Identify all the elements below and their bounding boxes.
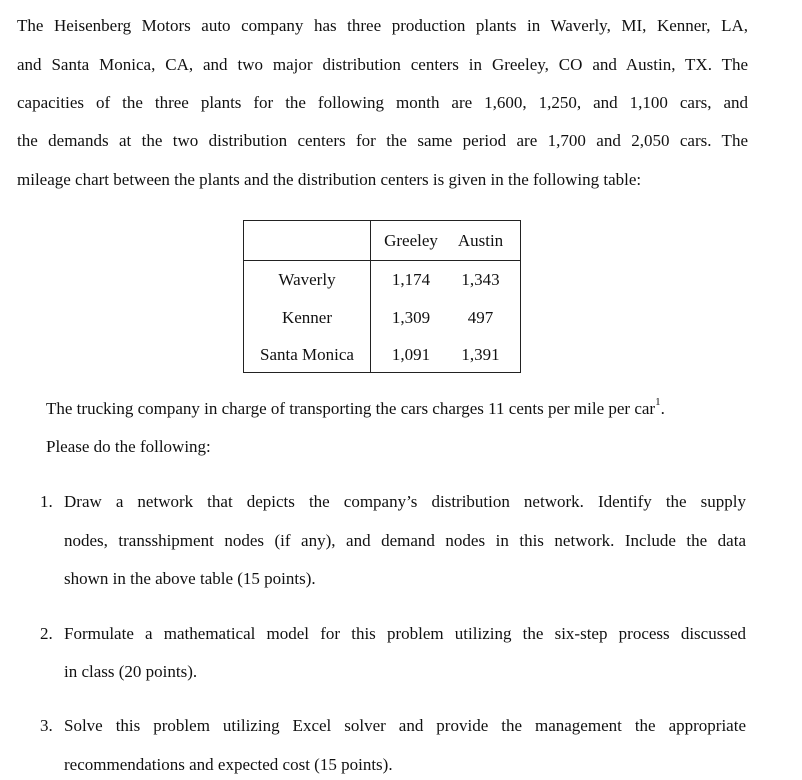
task-line: Formulate a mathematical model for this problem utilizing the six-step process discussed (64, 624, 746, 643)
column-header-austin: Austin (451, 221, 521, 261)
table-row (244, 299, 521, 337)
cell-austin-miles: 1,391 (451, 337, 521, 373)
task-line: nodes, transshipment nodes (if any), and demand nodes in this network. Include the data (64, 531, 746, 550)
row-label-plant: Kenner (244, 299, 371, 337)
intro-line: mileage chart between the plants and the distribution centers is given in the following table: (17, 170, 642, 189)
trucking-note-text: The trucking company in charge of transporting the cars charges 11 cents per mile per car (46, 399, 656, 418)
row-label-plant: Santa Monica (244, 337, 371, 373)
intro-line: capacities of the three plants for the following month are 1,600, 1,250, and 1,100 cars, and (17, 93, 748, 112)
intro-line: the demands at the two distribution centers for the same period are 1,700 and 2,050 cars. The (17, 131, 748, 150)
cell-greeley-miles: 1,091 (371, 337, 452, 373)
mileage-table (243, 220, 521, 373)
task-line: Solve this problem utilizing Excel solver and provide the management the appropriate (64, 716, 746, 735)
column-header-greeley: Greeley (371, 221, 452, 261)
task-number: 2. (40, 624, 53, 643)
trucking-note-period: . (660, 399, 665, 418)
cell-austin-miles: 1,343 (451, 261, 521, 300)
task-number: 3. (40, 716, 53, 735)
intro-line: The Heisenberg Motors auto company has three production plants in Waverly, MI, Kenner, LA, (17, 16, 748, 35)
table-header-row (244, 221, 521, 261)
task-line: recommendations and expected cost (15 points). (64, 755, 393, 774)
cell-greeley-miles: 1,309 (391, 308, 431, 327)
cell-austin-miles: 497 (451, 299, 521, 337)
table-corner-cell (244, 221, 371, 261)
task-line: Draw a network that depicts the company’s distribution network. Identify the supply (64, 492, 746, 511)
task-number: 1. (40, 492, 53, 511)
table-row (244, 337, 521, 373)
task-line: in class (20 points). (64, 662, 198, 681)
task-line: shown in the above table (15 points). (64, 569, 316, 588)
trucking-note (46, 396, 665, 419)
intro-line: and Santa Monica, CA, and two major distribution centers in Greeley, CO and Austin, TX. The (17, 55, 748, 74)
instructions-lead: Please do the following: (46, 437, 211, 456)
table-row (244, 261, 521, 300)
cell-greeley-miles: 1,174 (391, 270, 431, 289)
footnote-marker: 1 (655, 396, 661, 409)
row-label-plant: Waverly (244, 261, 371, 300)
